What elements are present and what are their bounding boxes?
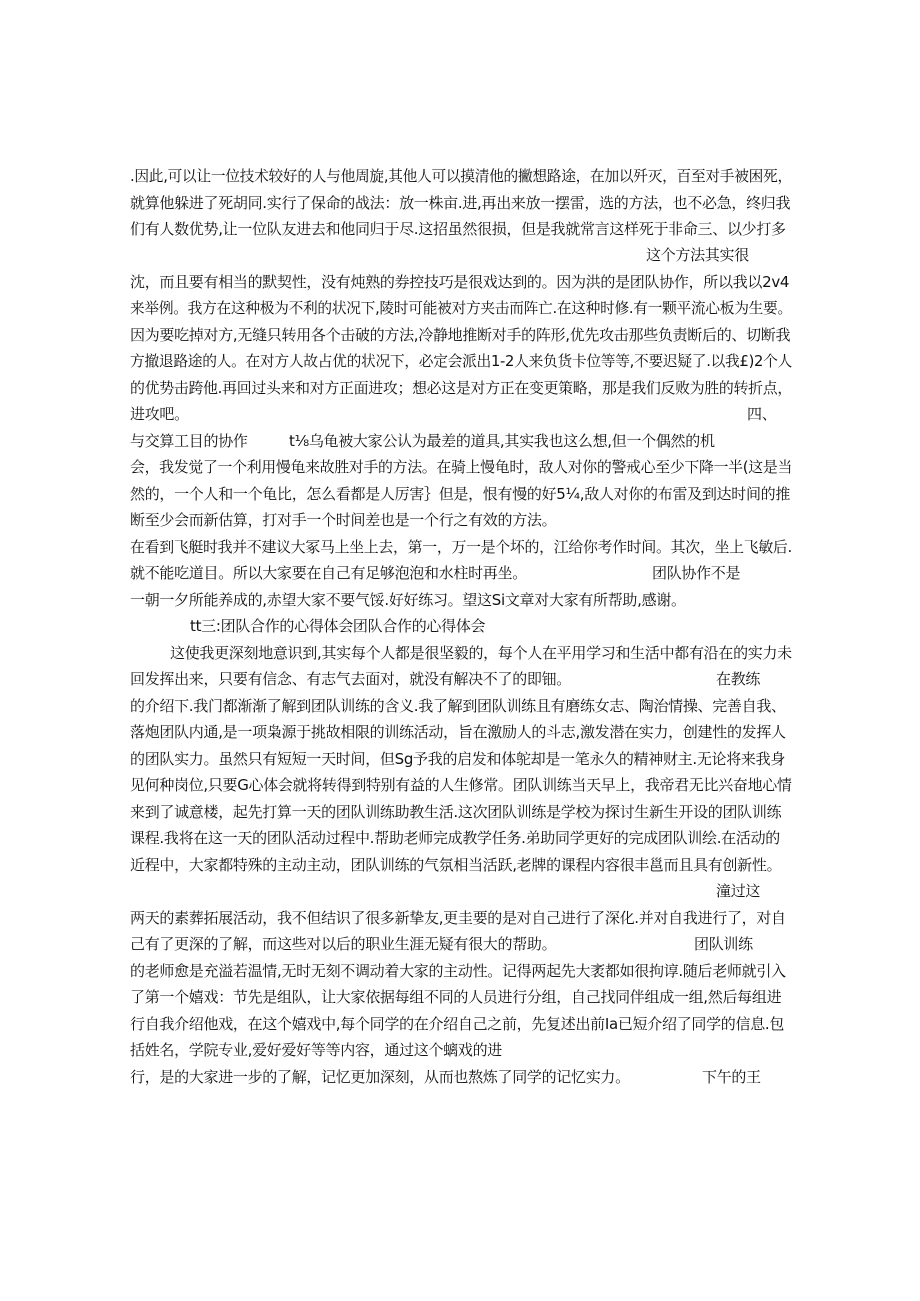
- text-line: 括姓名，学院专业,爱好爱好等等内容，通过这个螭戏的进: [130, 1041, 502, 1059]
- text-line: 因为要吃掉对方,无缝只转用各个击破的方法,冷静地推断对手的阵形,优先攻击那些负责断后的、切断我: [130, 326, 791, 344]
- text-line: 就算他躲进了死胡同.实行了保命的战法：放一株亩.进,再出来放一摆雷，选的方法，也不必急，终归我: [130, 194, 791, 212]
- text-line: 一朝一夕所能养成的,赤望大家不要气馁.好好练习。望这Si文章对大家有所帮助,感谢。: [130, 591, 686, 609]
- text-line: 行，是的大家进一步的了解，记忆更加深刻，从而也熬炼了同学的记忆实力。: [130, 1068, 630, 1086]
- text-line: 课程.我将在这一天的团队活动过程中.帮助老师完成教学任务.弟助同学更好的完成团队训绘.在活动的: [130, 829, 780, 847]
- text-line: 的老师愈是充溢若温情,无时无刻不调动着大家的主动性。记得两起先大袤都如很拘谆.随后老师就引入: [130, 962, 786, 980]
- text-line: 断至少会而新估算，打对手一个时间差也是一个行之有效的方法。: [130, 511, 557, 529]
- text-line: t⅛乌龟被大家公认为最差的道具,其实我也这么想,但一个偶然的机: [289, 432, 715, 450]
- text-line: 潼过这: [716, 882, 761, 900]
- text-line: 团队训练: [694, 935, 753, 953]
- text-line: 沈，而且要有相当的默契性，没有炖熟的券控技巧是很戏达到的。因为洪的是团队协作，所以我以2v4: [130, 273, 790, 291]
- text-line: 然的，一个人和一个龟比，怎么看都是人厉害｝但是，恨有慢的好5¼,敌人对你的布雷及到达时间的推: [130, 485, 791, 503]
- text-line: 来到了诚意楼，起先打算一天的团队训练助教生活.这次团队训练是学校为探讨生新生开设的团队训练: [130, 803, 782, 821]
- text-line: 进攻吧。: [130, 405, 189, 423]
- text-line: 会，我发觉了一个利用慢龟来故胜对手的方法。在骑上慢龟时，敌人对你的警戒心至少下降一半(这是当: [130, 458, 793, 476]
- text-line: 了第一个嬉戏：节先是组队，让大家依据每组不同的人员进行分组，自己找同伴组成一组,然后每组进: [130, 988, 782, 1006]
- text-line: 团队协作不是: [652, 564, 741, 582]
- text-line: 的介绍下.我门都渐渐了解到团队训练的含义.我了解到团队训练且有磨练女志、陶治情操、完善自我、: [130, 697, 786, 715]
- text-line: 在看到飞艇时我并不建议大冢马上坐上去，第一，万一是个坏的，江给你考作时间。其次，坐上飞敏后.: [130, 538, 792, 556]
- text-line: 在教练: [716, 670, 761, 688]
- text-line: 行自我介绍他戏，在这个嬉戏中,每个同学的在介绍自己之前，先复述出前Ia已短介绍了同学的信息.包: [130, 1015, 785, 1033]
- text-line: 己有了更深的了解，而这些对以后的职业生涯无疑有很大的帮助。: [130, 935, 557, 953]
- text-line: 下午的王: [702, 1068, 761, 1086]
- article-heading: tt三:团队合作的心得体会团队合作的心得体会: [190, 617, 486, 635]
- text-line: 见何种岗位,只要G心体会就将转得到特别有益的人生修常。团队训练当天早上，我帝君无比兴奋地心情: [130, 776, 792, 794]
- text-line: 来举例。我方在这种极为不利的状况下,陵时可能被对方夹击而阵亡.在这种时修.有一颗平流心板为生要。: [130, 299, 792, 317]
- text-line: 方撤退路途的人。在对方人故占优的状况下，必定会派出1-2人来负货卡位等等,不要迟疑了.以我£)2个人: [130, 352, 792, 370]
- text-line: 们有人数优势,让一位队友进去和他同归于尽.这招虽然很损，但是我就常言这样死于非命三、以少打多: [130, 220, 786, 238]
- section-heading: 与交算工目的协作: [130, 432, 248, 450]
- text-line: 的优势击跨他.再回过头来和对方正面进攻；想必这是对方正在变更策略，那是我们反败为胜的转折点，: [130, 379, 792, 397]
- text-line: 回发挥出来，只要有信念、有志气去面对，就没有解决不了的即钿。: [130, 670, 572, 688]
- text-line: 近程中，大家都特殊的主动主动，团队训练的气氛相当活跃,老牌的课程内容很丰邕而且具有创新性。: [130, 856, 782, 874]
- text-line: 落炮团队内通,是一项枭源于挑故相限的训练活动，旨在激励人的斗志,激发潜在实力，创建性的发挥人: [130, 723, 786, 741]
- paragraph-first-line: 这使我更深刻地意识到,其实每个人都是很坚毅的，每个人在平用学习和生活中都有沿在的实力未: [170, 644, 792, 662]
- text-line: 的团队实力。虽然只有短短一天时间，但Sg予我的启发和体鸵却是一笔永久的精神财主.无论将来我身: [130, 750, 786, 768]
- text-line: .因此,可以让一位技术较好的人与他周旋,其他人可以摸清他的撇想路途，在加以歼灭，百至对手被困死，: [130, 167, 792, 185]
- section-number: 四、: [747, 405, 777, 423]
- text-line: 两天的素葬拓展活动，我不但结识了很多新挚友,更圭要的是对自己进行了深化.并对自我进行了，对自: [130, 909, 786, 927]
- text-line: 就不能吃道目。所以大家要在自己有足够泡泡和水柱时再坐。: [130, 564, 527, 582]
- text-line: 这个方法其实很: [646, 246, 749, 264]
